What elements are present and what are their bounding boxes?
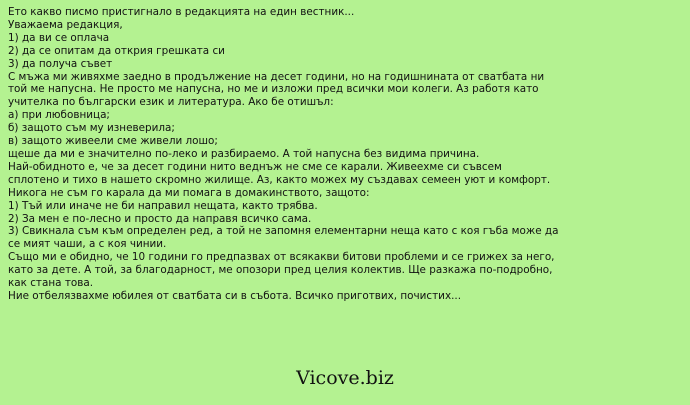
story-text xyxy=(8,6,688,303)
story-line: щеше да ми е значително по-леко и разбираемо. А той напусна без видима причина. xyxy=(8,147,480,160)
story-line-intro: Ето какво писмо пристигнало в редакцията на един вестник... xyxy=(8,6,355,18)
story-line: 3) Свикнала съм към определен ред, а той не запомня елементарни неща като с коя гъба може да xyxy=(8,225,559,238)
story-line: 1) Тъй или иначе не би направил нещата, както трябва. xyxy=(8,199,318,212)
story-line: Ние отбелязвахме юбилея от сватбата си в събота. Всичко приготвих, почистих... xyxy=(8,289,461,302)
story-line: как стана това. xyxy=(8,277,94,290)
story-line: 2) да се опитам да открия грешката си xyxy=(8,44,225,57)
story-line: като за дете. А той, за благодарност, ме опозори пред целия колектив. Ще разкажа по-подробно, xyxy=(8,264,553,277)
story-line: сплотено и тихо в нашето скромно жилище. Аз, както можех му създавах семеен уют и комфорт. xyxy=(8,173,551,186)
story-line: Най-обидното е, че за десет години нито веднъж не сме се карали. Живеехме си съвсем xyxy=(8,160,502,173)
story-line: се мият чаши, а с коя чинии. xyxy=(8,238,167,251)
story-line: учителка по български език и литература. Ако бе отишъл: xyxy=(8,96,334,109)
story-line-greeting: Уважаема редакция, xyxy=(8,18,123,31)
story-line: 3) да получа съвет xyxy=(8,57,113,70)
story-line: а) при любовница; xyxy=(8,109,110,122)
story-line: в) защото живеели сме живели лошо; xyxy=(8,135,218,148)
story-line: 1) да ви се оплача xyxy=(8,31,110,44)
story-line: 2) За мен е по-лесно и просто да направя всичко сама. xyxy=(8,212,312,225)
site-watermark: Vicove.biz xyxy=(296,367,394,389)
story-line: Никога не съм го карала да ми помага в домакинството, защото: xyxy=(8,186,370,199)
story-line: б) защото съм му изневерила; xyxy=(8,122,175,135)
story-line: Също ми е обидно, че 10 години го предпазвах от всякакви битови проблеми и се грижех за него, xyxy=(8,251,555,264)
story-line: С мъжа ми живяхме заедно в продължение на десет години, но на годишнината от сватбата ни xyxy=(8,70,545,83)
story-line: той ме напусна. Не просто ме напусна, но ме и изложи пред всички мои колеги. Аз работя като xyxy=(8,83,539,96)
